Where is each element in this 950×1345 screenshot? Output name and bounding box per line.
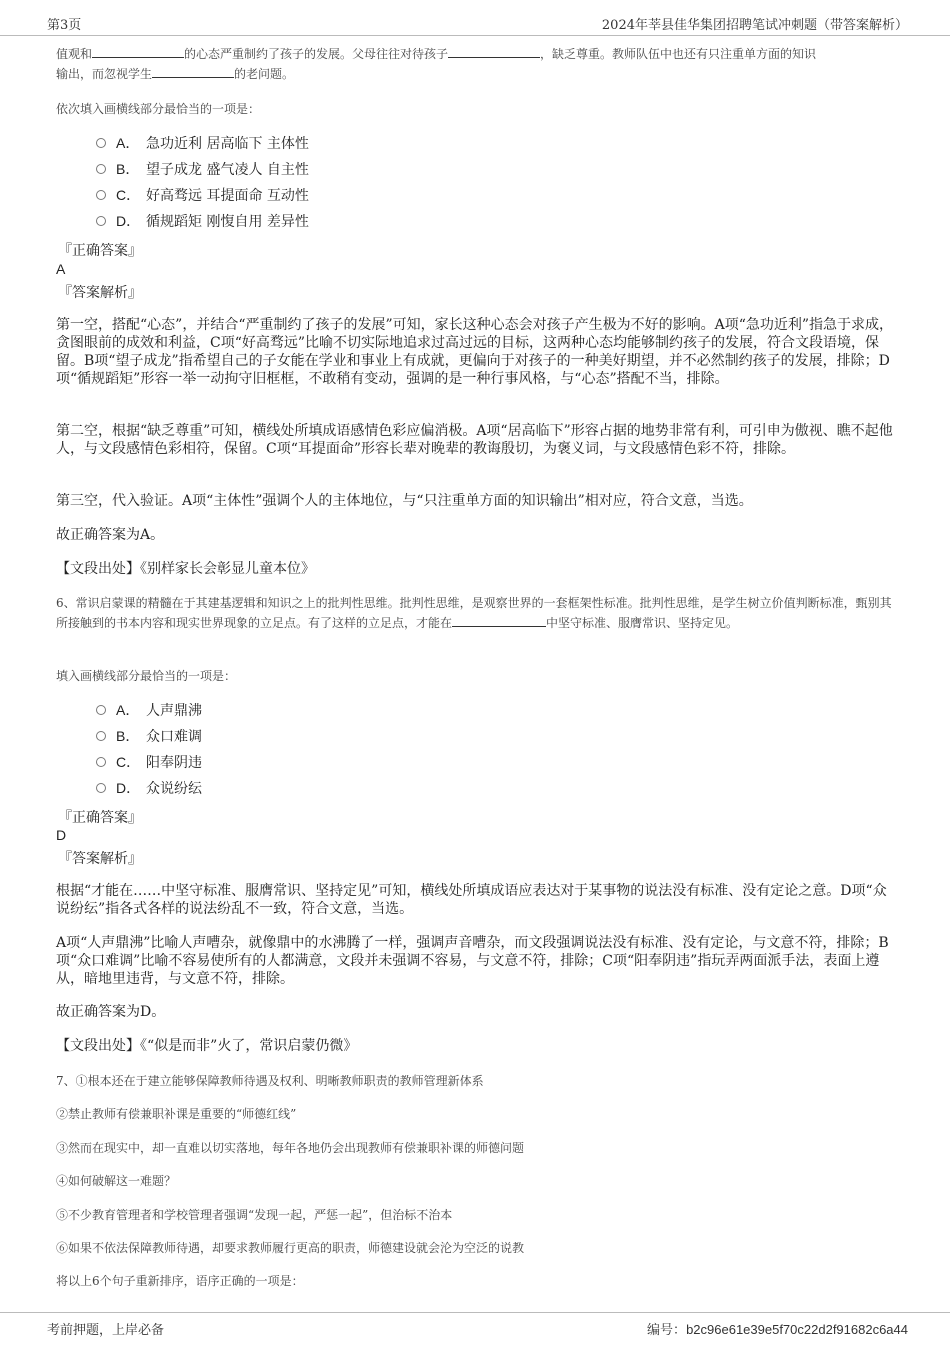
option-letter: D． [116,780,141,796]
q5-source: 【文段出处】《别样家长会彰显儿童本位》 [56,561,315,577]
q7-sentence-1: 7、①根本还在于建立能够保障教师待遇及权利、明晰教师职责的教师管理新体系 [56,1074,484,1088]
q5-option-c[interactable] [96,185,309,207]
page-header [0,0,950,36]
q6-stem-text: 中坚守标准、服膺常识、坚持定见。 [546,616,739,630]
option-text: 众说纷纭 [146,781,202,797]
q5-stem [56,44,896,84]
q6-answer-label: 『正确答案』 [58,810,142,826]
q6-answer: D [56,827,67,843]
radio-icon[interactable] [96,731,106,741]
q5-analysis-para-2: 第二空，根据“缺乏尊重”可知，横线处所填成语感情色彩应偏消极。A项“居高临下”形容占据的地势非常有利，可引申为傲视、瞧不起他人，与文段感情色彩相符，保留。C项“耳提面命”形容长辈对晚辈的教诲殷切，为褒义词，与文段感情色彩不符，排除。 [56,423,893,457]
q5-stem-text: ，缺乏尊重。教师队伍中也还有只注重单方面的知识 [540,47,817,61]
radio-icon[interactable] [96,705,106,715]
q5-option-a[interactable] [96,133,309,155]
q5-stem-text: 值观和 [56,47,93,61]
q5-option-b[interactable] [96,159,309,181]
q5-stem-text: 的老问题。 [234,67,295,81]
option-letter: A． [116,135,140,151]
document-code [647,1319,908,1338]
page-number: 第3页 [47,18,82,33]
q6-option-a[interactable] [96,700,202,722]
code-value: b2c96e61e39e5f70c22d2f91682c6a44 [686,1322,908,1337]
fill-blank [452,615,546,627]
q5-stem-text: 输出，而忽视学生 [56,67,153,81]
q5-analysis-label: 『答案解析』 [58,285,142,301]
q5-conclusion: 故正确答案为A。 [56,527,165,543]
radio-icon[interactable] [96,216,106,226]
code-label: 编号： [647,1323,687,1338]
fill-blank [92,46,184,58]
q6-stem-text: 6、常识启蒙课的精髓在于其建基逻辑和知识之上的批判性思维。批判性思维，是观察世界的一套框架性标准。批判性思维，是学生树立价值判断标准，甄别其所接触到的书本内容和现实世界现象的立足点。有了这样的立足点，才能在 [56,596,892,630]
q6-analysis-label: 『答案解析』 [58,851,142,867]
q5-stem-text: 的心态严重制约了孩子的发展。父母往往对待孩子 [184,47,449,61]
footer-slogan: 考前押题，上岸必备 [47,1323,165,1338]
option-text: 众口难调 [146,729,202,745]
option-letter: B． [116,728,140,744]
radio-icon[interactable] [96,757,106,767]
option-text: 急功近利 居高临下 主体性 [146,136,309,152]
q5-analysis-para-1: 第一空，搭配“心态”，并结合“严重制约了孩子的发展”可知，家长这种心态会对孩子产生极为不好的影响。A项“急功近利”指急于求成，贪图眼前的成效和利益，C项“好高骛远”比喻不切实际地追求过高过远的目标，这两种心态均能够制约孩子的发展，符合文段语境，保留。B项“望子成龙”指希望自己的子女能在学业和事业上有成就，更偏向于对孩子的一种美好期望，并不必然制约孩子的发展，排除；D项“循规蹈矩”形容一举一动拘守旧框框，不敢稍有变动，强调的是一种行事风格，与“心态”搭配不当，排除。 [56,317,894,387]
q5-answer: A [56,261,66,277]
q5-answer-label: 『正确答案』 [58,243,142,259]
q7-prompt: 将以上6个句子重新排序，语序正确的一项是： [56,1274,304,1288]
q6-stem [56,593,896,633]
fill-blank [152,66,234,78]
q7-sentence-6: ⑥如果不依法保障教师待遇，却要求教师履行更高的职责，师德建设就会沦为空泛的说教 [56,1241,525,1255]
q5-option-d[interactable] [96,211,309,233]
radio-icon[interactable] [96,783,106,793]
q5-analysis-para-3: 第三空，代入验证。A项“主体性”强调个人的主体地位，与“只注重单方面的知识输出”相对应，符合文意，当选。 [56,493,753,509]
q6-source: 【文段出处】《“似是而非”火了，常识启蒙仍微》 [56,1038,358,1054]
q7-sentence-2: ②禁止教师有偿兼职补课是重要的“师德红线” [56,1107,297,1121]
radio-icon[interactable] [96,190,106,200]
option-text: 人声鼎沸 [146,703,202,719]
q7-sentence-3: ③然而在现实中，却一直难以切实落地，每年各地仍会出现教师有偿兼职补课的师德问题 [56,1141,525,1155]
q6-option-c[interactable] [96,752,202,774]
document-title: 2024年莘县佳华集团招聘笔试冲刺题（带答案解析） [601,18,908,33]
fill-blank [448,46,540,58]
radio-icon[interactable] [96,164,106,174]
q7-sentence-5: ⑤不少教育管理者和学校管理者强调“发现一起，严惩一起”，但治标不治本 [56,1208,453,1222]
option-letter: C． [116,754,141,770]
q7-sentence-4: ④如何破解这一难题？ [56,1174,177,1188]
q6-option-b[interactable] [96,726,202,748]
option-letter: A． [116,702,140,718]
q6-analysis-para-2: A项“人声鼎沸”比喻人声嘈杂，就像鼎中的水沸腾了一样，强调声音嘈杂，而文段强调说法没有标准、没有定论，与文意不符，排除；B项“众口难调”比喻不容易使所有的人都满意，文段并未强调不容易，与文意不符，排除；C项“阳奉阴违”指玩弄两面派手法，表面上遵从，暗地里违背，与文意不符，排除。 [56,935,889,987]
option-letter: C． [116,187,141,203]
option-text: 好高骛远 耳提面命 互动性 [146,188,309,204]
option-text: 循规蹈矩 刚愎自用 差异性 [146,214,309,230]
q6-option-d[interactable] [96,778,202,800]
radio-icon[interactable] [96,138,106,148]
q6-analysis-para-1: 根据“才能在……中坚守标准、服膺常识、坚持定见”可知，横线处所填成语应表达对于某事物的说法没有标准、没有定论之意。D项“众说纷纭”指各式各样的说法纷乱不一致，符合文意，当选。 [56,883,887,917]
option-letter: B． [116,161,140,177]
q6-prompt: 填入画横线部分最恰当的一项是： [56,669,237,683]
option-text: 望子成龙 盛气凌人 自主性 [146,162,309,178]
option-letter: D． [116,213,141,229]
q6-conclusion: 故正确答案为D。 [56,1004,166,1020]
page-footer [0,1312,950,1345]
q5-prompt: 依次填入画横线部分最恰当的一项是： [56,102,261,116]
option-text: 阳奉阴违 [146,755,202,771]
